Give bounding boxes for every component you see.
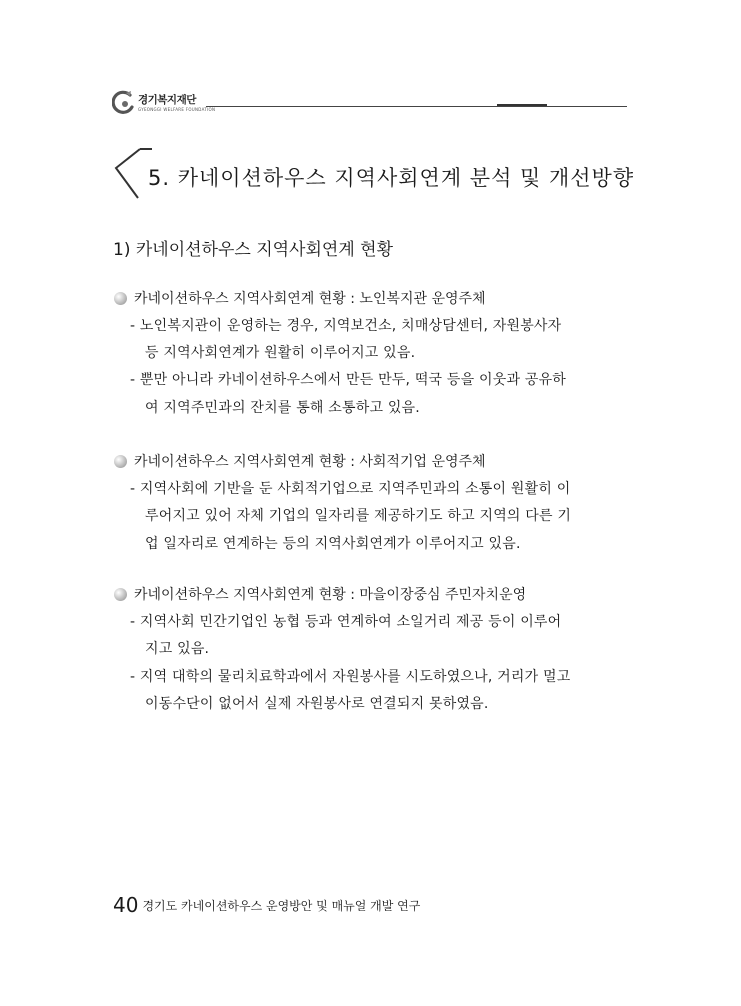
body-line: - 지역 대학의 물리치료학과에서 자원봉사를 시도하였으나, 거리가 멀고 bbox=[130, 669, 571, 685]
bullet-item bbox=[112, 288, 486, 308]
bullet-ball-icon bbox=[114, 588, 127, 601]
header-rule bbox=[206, 106, 627, 107]
body-line: - 지역사회에 기반을 둔 사회적기업으로 지역주민과의 소통이 원활히 이 bbox=[130, 481, 571, 497]
body-line: 등 지역사회연계가 원활히 이루어지고 있음. bbox=[145, 345, 416, 361]
body-line: 지고 있음. bbox=[145, 641, 210, 657]
bullet-text: 카네이션하우스 지역사회연계 현황 : 사회적기업 운영주체 bbox=[134, 454, 486, 470]
page-footer bbox=[113, 893, 420, 917]
org-sub-name: GYEONGGI WELFARE FOUNDATION bbox=[138, 107, 216, 112]
bullet-item bbox=[112, 584, 526, 604]
bullet-ball-icon bbox=[114, 292, 127, 305]
page-number: 40 bbox=[113, 893, 139, 917]
bullet-item bbox=[112, 451, 486, 471]
section-title: 5. 카네이션하우스 지역사회연계 분석 및 개선방향 bbox=[148, 166, 635, 190]
title-bracket-icon bbox=[112, 148, 152, 200]
body-line: 여 지역주민과의 잔치를 통해 소통하고 있음. bbox=[145, 400, 420, 416]
org-logo bbox=[112, 88, 222, 118]
bullet-ball-icon bbox=[114, 455, 127, 468]
section-title-block bbox=[112, 148, 635, 200]
body-line: 이동수단이 없어서 실제 자원봉사로 연결되지 못하였음. bbox=[145, 696, 489, 712]
bullet-text: 카네이션하우스 지역사회연계 현황 : 마을이장중심 주민자치운영 bbox=[134, 587, 527, 603]
body-line: - 지역사회 민간기업인 농협 등과 연계하여 소일거리 제공 등이 이루어 bbox=[130, 614, 562, 630]
body-line: 루어지고 있어 자체 기업의 일자리를 제공하기도 하고 지역의 다른 기 bbox=[145, 508, 572, 524]
subheading: 1) 카네이션하우스 지역사회연계 현황 bbox=[113, 240, 393, 260]
org-name: 경기복지재단 bbox=[138, 94, 196, 106]
bullet-text: 카네이션하우스 지역사회연계 현황 : 노인복지관 운영주체 bbox=[134, 291, 486, 307]
body-line: - 뿐만 아니라 카네이션하우스에서 만든 만두, 떡국 등을 이웃과 공유하 bbox=[130, 372, 567, 388]
org-logo-mark-icon bbox=[112, 90, 136, 116]
document-title: 경기도 카네이션하우스 운영방안 및 매뉴얼 개발 연구 bbox=[142, 899, 421, 913]
header-rule-accent bbox=[497, 104, 547, 106]
body-line: - 노인복지관이 운영하는 경우, 지역보건소, 치매상담센터, 자원봉사자 bbox=[130, 318, 562, 334]
body-line: 업 일자리로 연계하는 등의 지역사회연계가 이루어지고 있음. bbox=[145, 536, 521, 552]
